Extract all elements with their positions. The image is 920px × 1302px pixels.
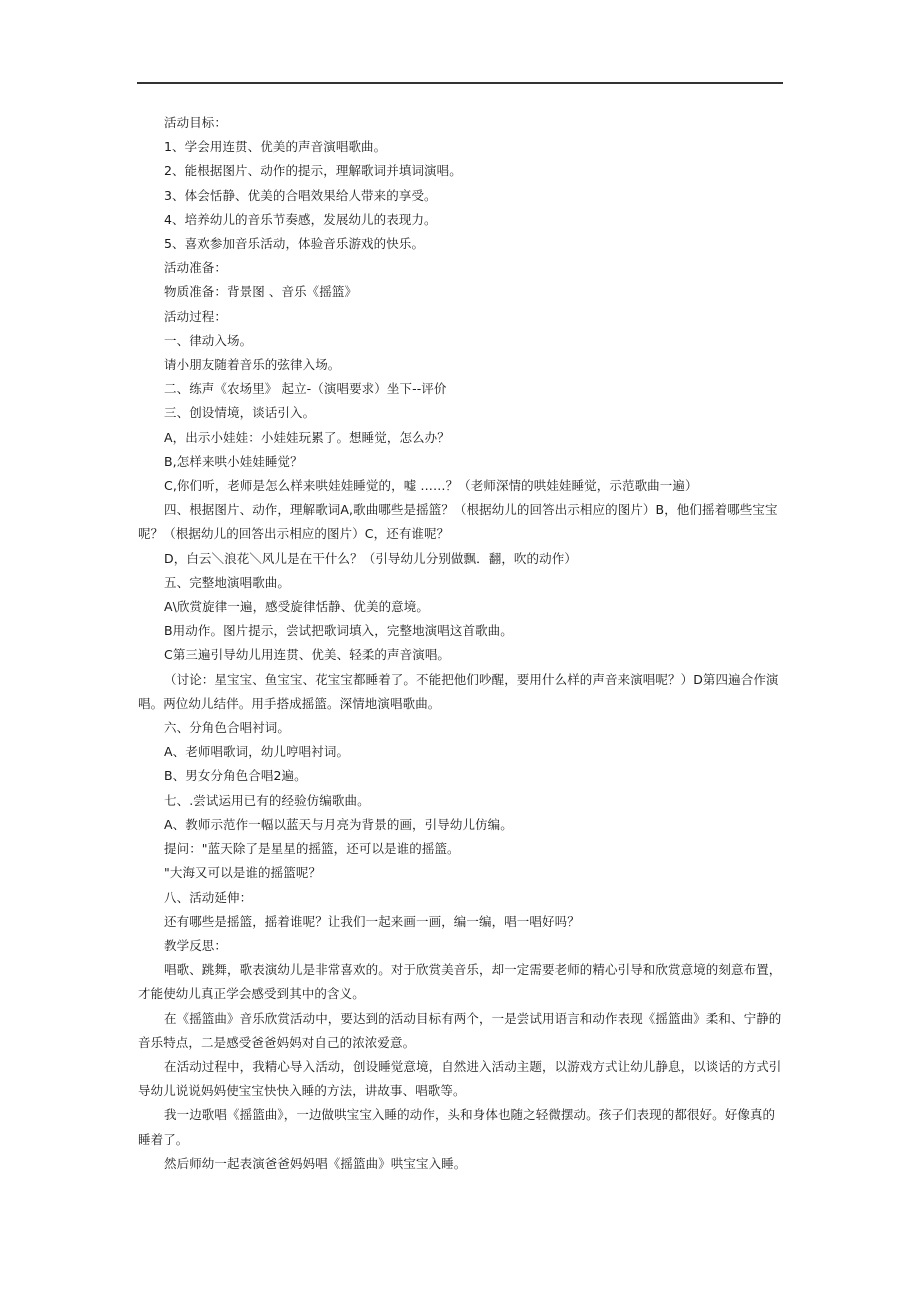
paragraph: 唱歌、跳舞，歌表演幼儿是非常喜欢的。对于欣赏美音乐，却一定需要老师的精心引导和欣赏意境的刻意布置，才能使幼儿真正学会感受到其中的含义。 (138, 962, 782, 1002)
paragraph: 活动过程： (164, 308, 228, 324)
paragraph: 教学反思： (164, 937, 228, 953)
paragraph: 2、能根据图片、动作的提示，理解歌词并填词演唱。 (164, 163, 462, 179)
header-rule (137, 82, 783, 84)
paragraph: 然后师幼一起表演爸爸妈妈唱《摇篮曲》哄宝宝入睡。 (164, 1155, 467, 1171)
paragraph: 一、律动入场。 (164, 332, 253, 348)
paragraph: 5、喜欢参加音乐活动，体验音乐游戏的快乐。 (164, 236, 425, 252)
paragraph: 1、学会用连贯、优美的声音演唱歌曲。 (164, 139, 387, 155)
paragraph: 活动目标： (164, 115, 228, 130)
paragraph: 二、练声《农场里》 起立-（演唱要求）坐下--评价 (164, 381, 447, 397)
paragraph: 请小朋友随着音乐的弦律入场。 (164, 357, 341, 373)
paragraph: B用动作。图片提示，尝试把歌词填入，完整地演唱这首歌曲。 (164, 623, 513, 639)
paragraph: 三、创设情境，谈话引入。 (164, 405, 316, 421)
paragraph: A\欣赏旋律一遍，感受旋律恬静、优美的意境。 (164, 599, 429, 615)
paragraph: A，出示小娃娃：小娃娃玩累了。想睡觉，怎么办？ (164, 429, 450, 445)
paragraph: 五、完整地演唱歌曲。 (164, 574, 291, 590)
paragraph: A、教师示范作一幅以蓝天与月亮为背景的画，引导幼儿仿编。 (164, 816, 513, 832)
paragraph: C第三遍引导幼儿用连贯、优美、轻柔的声音演唱。 (164, 647, 451, 663)
paragraph: C,你们听，老师是怎么样来哄娃娃睡觉的，嘘 ……？（老师深情的哄娃娃睡觉，示范歌曲一遍） (164, 478, 698, 494)
paragraph: （讨论：星宝宝、鱼宝宝、花宝宝都睡着了。不能把他们吵醒，要用什么样的声音来演唱呢？）D第四遍合作演唱。两位幼儿结伴。用手搭成摇篮。深情地演唱歌曲。 (138, 671, 779, 711)
paragraph: "大海又可以是谁的摇篮呢？ (164, 865, 322, 881)
paragraph: 4、培养幼儿的音乐节奏感，发展幼儿的表现力。 (164, 211, 437, 227)
paragraph: 提问："蓝天除了是星星的摇篮，还可以是谁的摇篮。 (164, 841, 460, 857)
document-body (138, 111, 786, 1176)
paragraph: 活动准备： (164, 260, 228, 276)
paragraph: A、老师唱歌词，幼儿哼唱衬词。 (164, 744, 350, 760)
paragraph: 我一边歌唱《摇篮曲》，一边做哄宝宝入睡的动作，头和身体也随之轻微摆动。孩子们表现的都很好。好像真的睡着了。 (138, 1107, 776, 1147)
paragraph: 还有哪些是摇篮，摇着谁呢？让我们一起来画一画，编一编，唱一唱好吗？ (164, 913, 580, 929)
paragraph: D，白云＼浪花＼风儿是在干什么？（引导幼儿分别做飘．翻，吹的动作） (164, 550, 577, 566)
paragraph: 在活动过程中，我精心导入活动，创设睡觉意境，自然进入活动主题，以游戏方式让幼儿静息，以谈话的方式引导幼儿说说妈妈使宝宝快快入睡的方法，讲故事、唱歌等。 (138, 1058, 782, 1099)
paragraph: 物质准备：背景图 、音乐《摇篮》 (164, 284, 358, 300)
paragraph: B、男女分角色合唱2遍。 (164, 768, 307, 784)
paragraph: 3、体会恬静、优美的合唱效果给人带来的享受。 (164, 187, 437, 203)
paragraph: 六、分角色合唱衬词。 (164, 720, 291, 736)
paragraph: 八、活动延伸： (164, 889, 253, 905)
paragraph: 四、根据图片、动作，理解歌词A,歌曲哪些是摇篮？（根据幼儿的回答出示相应的图片）B，他们摇着哪些宝宝呢？（根据幼儿的回答出示相应的图片）C，还有谁呢？ (138, 502, 778, 542)
paragraph: 在《摇篮曲》音乐欣赏活动中，要达到的活动目标有两个，一是尝试用语言和动作表现《摇篮曲》柔和、宁静的音乐特点，二是感受爸爸妈妈对自己的浓浓爱意。 (138, 1010, 782, 1050)
paragraph: 七、.尝试运用已有的经验仿编歌曲。 (164, 792, 370, 808)
paragraph: B,怎样来哄小娃娃睡觉？ (164, 453, 303, 469)
